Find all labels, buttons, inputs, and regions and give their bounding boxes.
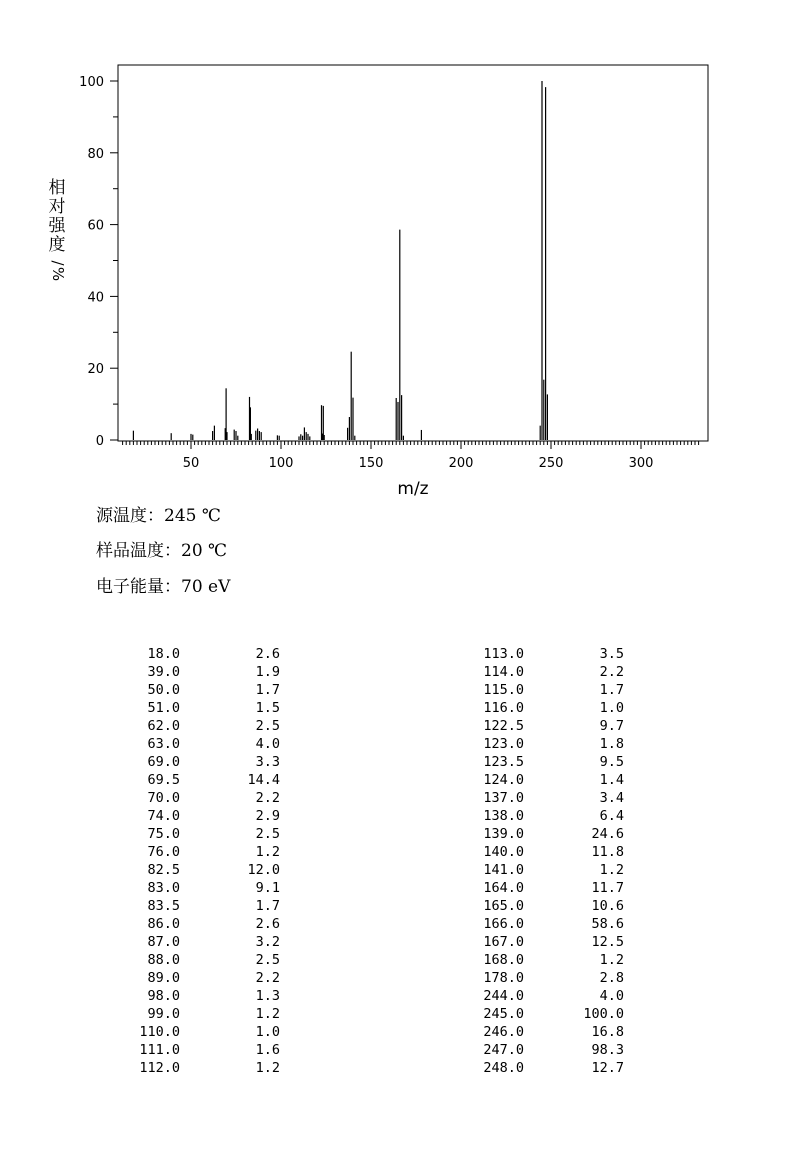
table-row bbox=[96, 969, 296, 987]
x-tick-label: 150 bbox=[358, 456, 384, 471]
table-row bbox=[440, 951, 640, 969]
intensity-value: 1.3 bbox=[255, 988, 280, 1004]
intensity-value: 1.4 bbox=[599, 772, 624, 788]
y-tick-label: 0 bbox=[95, 434, 104, 449]
table-row bbox=[96, 771, 296, 789]
table-row bbox=[440, 699, 640, 717]
table-row bbox=[440, 969, 640, 987]
mz-value: 87.0 bbox=[147, 934, 180, 950]
table-row bbox=[96, 789, 296, 807]
table-row bbox=[96, 663, 296, 681]
intensity-value: 58.6 bbox=[591, 916, 624, 932]
intensity-value: 14.4 bbox=[247, 772, 280, 788]
mz-value: 167.0 bbox=[483, 934, 524, 950]
intensity-value: 2.5 bbox=[255, 952, 280, 968]
table-row bbox=[96, 915, 296, 933]
intensity-value: 98.3 bbox=[591, 1042, 624, 1058]
intensity-value: 1.7 bbox=[599, 682, 624, 698]
y-label-char: 对 bbox=[48, 197, 66, 217]
mz-value: 248.0 bbox=[483, 1060, 524, 1076]
y-label-char: % bbox=[49, 266, 67, 282]
intensity-value: 2.8 bbox=[599, 970, 624, 986]
mz-value: 245.0 bbox=[483, 1006, 524, 1022]
electron-energy: 电子能量：70 eV bbox=[96, 577, 231, 597]
peak-table-left bbox=[96, 645, 296, 1077]
intensity-value: 4.0 bbox=[255, 736, 280, 752]
mz-value: 247.0 bbox=[483, 1042, 524, 1058]
intensity-value: 3.2 bbox=[255, 934, 280, 950]
mz-value: 98.0 bbox=[147, 988, 180, 1004]
mz-value: 51.0 bbox=[147, 700, 180, 716]
table-row bbox=[96, 681, 296, 699]
intensity-value: 16.8 bbox=[591, 1024, 624, 1040]
mz-value: 89.0 bbox=[147, 970, 180, 986]
mz-value: 82.5 bbox=[147, 862, 180, 878]
table-row bbox=[440, 1023, 640, 1041]
mz-value: 112.0 bbox=[139, 1060, 180, 1076]
y-tick-label: 60 bbox=[87, 218, 104, 234]
y-tick-label: 100 bbox=[79, 75, 104, 90]
mass-spectrum-chart bbox=[0, 0, 794, 500]
x-tick-label: 200 bbox=[448, 456, 474, 471]
intensity-value: 3.3 bbox=[255, 754, 280, 770]
mz-value: 123.5 bbox=[483, 754, 524, 770]
x-tick-label: 100 bbox=[268, 456, 294, 471]
table-row bbox=[440, 663, 640, 681]
intensity-value: 2.6 bbox=[255, 646, 280, 662]
mz-value: 83.5 bbox=[147, 898, 180, 914]
peak-bars bbox=[133, 81, 547, 440]
table-row bbox=[96, 645, 296, 663]
table-row bbox=[96, 933, 296, 951]
x-axis-label: m/z bbox=[397, 479, 429, 499]
mz-value: 244.0 bbox=[483, 988, 524, 1004]
mz-value: 75.0 bbox=[147, 826, 180, 842]
mz-value: 113.0 bbox=[483, 646, 524, 662]
intensity-value: 1.7 bbox=[255, 682, 280, 698]
intensity-value: 4.0 bbox=[599, 988, 624, 1004]
source-temperature: 源温度：245 ℃ bbox=[96, 506, 221, 526]
y-axis-label bbox=[49, 178, 68, 281]
mz-value: 114.0 bbox=[483, 664, 524, 680]
y-label-char: 强 bbox=[48, 216, 66, 236]
table-row bbox=[96, 861, 296, 879]
mz-value: 110.0 bbox=[139, 1024, 180, 1040]
intensity-value: 2.6 bbox=[255, 916, 280, 932]
mz-value: 140.0 bbox=[483, 844, 524, 860]
table-row bbox=[96, 825, 296, 843]
table-row bbox=[96, 1005, 296, 1023]
intensity-value: 1.2 bbox=[599, 952, 624, 968]
mz-value: 69.5 bbox=[147, 772, 180, 788]
mz-value: 111.0 bbox=[139, 1042, 180, 1058]
mz-value: 137.0 bbox=[483, 790, 524, 806]
y-label-char: / bbox=[49, 260, 67, 266]
table-row bbox=[96, 735, 296, 753]
mz-value: 166.0 bbox=[483, 916, 524, 932]
table-row bbox=[96, 753, 296, 771]
intensity-value: 12.7 bbox=[591, 1060, 624, 1076]
intensity-value: 1.2 bbox=[255, 1006, 280, 1022]
y-tick-label: 80 bbox=[87, 146, 104, 162]
table-row bbox=[440, 933, 640, 951]
mz-value: 141.0 bbox=[483, 862, 524, 878]
x-axis-ticks bbox=[183, 456, 654, 471]
intensity-value: 3.4 bbox=[599, 790, 624, 806]
table-row bbox=[440, 1041, 640, 1059]
intensity-value: 2.5 bbox=[255, 718, 280, 734]
intensity-value: 2.9 bbox=[255, 808, 280, 824]
mz-value: 165.0 bbox=[483, 898, 524, 914]
intensity-value: 1.7 bbox=[255, 898, 280, 914]
table-row bbox=[440, 717, 640, 735]
mz-value: 63.0 bbox=[147, 736, 180, 752]
intensity-value: 3.5 bbox=[599, 646, 624, 662]
table-row bbox=[96, 717, 296, 735]
intensity-value: 1.0 bbox=[255, 1024, 280, 1040]
intensity-value: 1.6 bbox=[255, 1042, 280, 1058]
table-row bbox=[96, 843, 296, 861]
intensity-value: 12.0 bbox=[247, 862, 280, 878]
intensity-value: 1.2 bbox=[599, 862, 624, 878]
mz-value: 70.0 bbox=[147, 790, 180, 806]
table-row bbox=[440, 645, 640, 663]
intensity-value: 24.6 bbox=[591, 826, 624, 842]
intensity-value: 2.2 bbox=[255, 970, 280, 986]
intensity-value: 6.4 bbox=[599, 808, 624, 824]
mz-value: 164.0 bbox=[483, 880, 524, 896]
table-row bbox=[440, 843, 640, 861]
table-row bbox=[96, 897, 296, 915]
mz-value: 86.0 bbox=[147, 916, 180, 932]
mz-value: 69.0 bbox=[147, 754, 180, 770]
table-row bbox=[96, 1041, 296, 1059]
mz-value: 123.0 bbox=[483, 736, 524, 752]
y-label-char: 度 bbox=[48, 235, 66, 255]
table-row bbox=[440, 771, 640, 789]
intensity-value: 9.7 bbox=[599, 718, 624, 734]
table-row bbox=[96, 1059, 296, 1077]
mz-value: 18.0 bbox=[147, 646, 180, 662]
table-row bbox=[440, 1005, 640, 1023]
table-row bbox=[440, 735, 640, 753]
table-row bbox=[440, 681, 640, 699]
table-row bbox=[440, 789, 640, 807]
intensity-value: 9.1 bbox=[255, 880, 280, 896]
table-row bbox=[440, 807, 640, 825]
table-row bbox=[440, 1059, 640, 1077]
mz-value: 62.0 bbox=[147, 718, 180, 734]
mz-value: 39.0 bbox=[147, 664, 180, 680]
intensity-value: 1.2 bbox=[255, 1060, 280, 1076]
mz-value: 122.5 bbox=[483, 718, 524, 734]
x-tick-label: 250 bbox=[538, 456, 564, 471]
mz-value: 115.0 bbox=[483, 682, 524, 698]
intensity-value: 11.7 bbox=[591, 880, 624, 896]
y-label-char: 相 bbox=[48, 178, 66, 198]
y-axis-ticks bbox=[79, 75, 118, 449]
mz-value: 50.0 bbox=[147, 682, 180, 698]
plot-frame bbox=[118, 65, 708, 441]
intensity-value: 2.2 bbox=[255, 790, 280, 806]
mz-value: 99.0 bbox=[147, 1006, 180, 1022]
mz-value: 116.0 bbox=[483, 700, 524, 716]
mz-value: 88.0 bbox=[147, 952, 180, 968]
table-row bbox=[440, 753, 640, 771]
mz-value: 178.0 bbox=[483, 970, 524, 986]
peak-table-right bbox=[440, 645, 640, 1077]
x-tick-label: 50 bbox=[182, 456, 200, 471]
table-row bbox=[440, 861, 640, 879]
mz-value: 168.0 bbox=[483, 952, 524, 968]
intensity-value: 9.5 bbox=[599, 754, 624, 770]
table-row bbox=[440, 825, 640, 843]
table-row bbox=[440, 897, 640, 915]
intensity-value: 100.0 bbox=[583, 1006, 624, 1022]
intensity-value: 1.2 bbox=[255, 844, 280, 860]
mz-value: 76.0 bbox=[147, 844, 180, 860]
table-row bbox=[96, 951, 296, 969]
intensity-value: 1.9 bbox=[255, 664, 280, 680]
intensity-value: 2.5 bbox=[255, 826, 280, 842]
intensity-value: 1.0 bbox=[599, 700, 624, 716]
mz-value: 83.0 bbox=[147, 880, 180, 896]
x-tick-label: 300 bbox=[628, 456, 654, 471]
table-row bbox=[440, 915, 640, 933]
minor-ticks bbox=[123, 441, 699, 449]
y-tick-label: 40 bbox=[87, 290, 104, 306]
y-tick-label: 20 bbox=[87, 362, 104, 378]
intensity-value: 2.2 bbox=[599, 664, 624, 680]
table-row bbox=[96, 879, 296, 897]
table-row bbox=[96, 807, 296, 825]
mz-value: 124.0 bbox=[483, 772, 524, 788]
intensity-value: 11.8 bbox=[591, 844, 624, 860]
intensity-value: 12.5 bbox=[591, 934, 624, 950]
mz-value: 139.0 bbox=[483, 826, 524, 842]
sample-temperature: 样品温度：20 ℃ bbox=[96, 541, 228, 561]
table-row bbox=[440, 987, 640, 1005]
mz-value: 74.0 bbox=[147, 808, 180, 824]
mz-value: 138.0 bbox=[483, 808, 524, 824]
mz-value: 246.0 bbox=[483, 1024, 524, 1040]
table-row bbox=[440, 879, 640, 897]
intensity-value: 1.5 bbox=[255, 700, 280, 716]
table-row bbox=[96, 699, 296, 717]
intensity-value: 10.6 bbox=[591, 898, 624, 914]
table-row bbox=[96, 987, 296, 1005]
intensity-value: 1.8 bbox=[599, 736, 624, 752]
table-row bbox=[96, 1023, 296, 1041]
